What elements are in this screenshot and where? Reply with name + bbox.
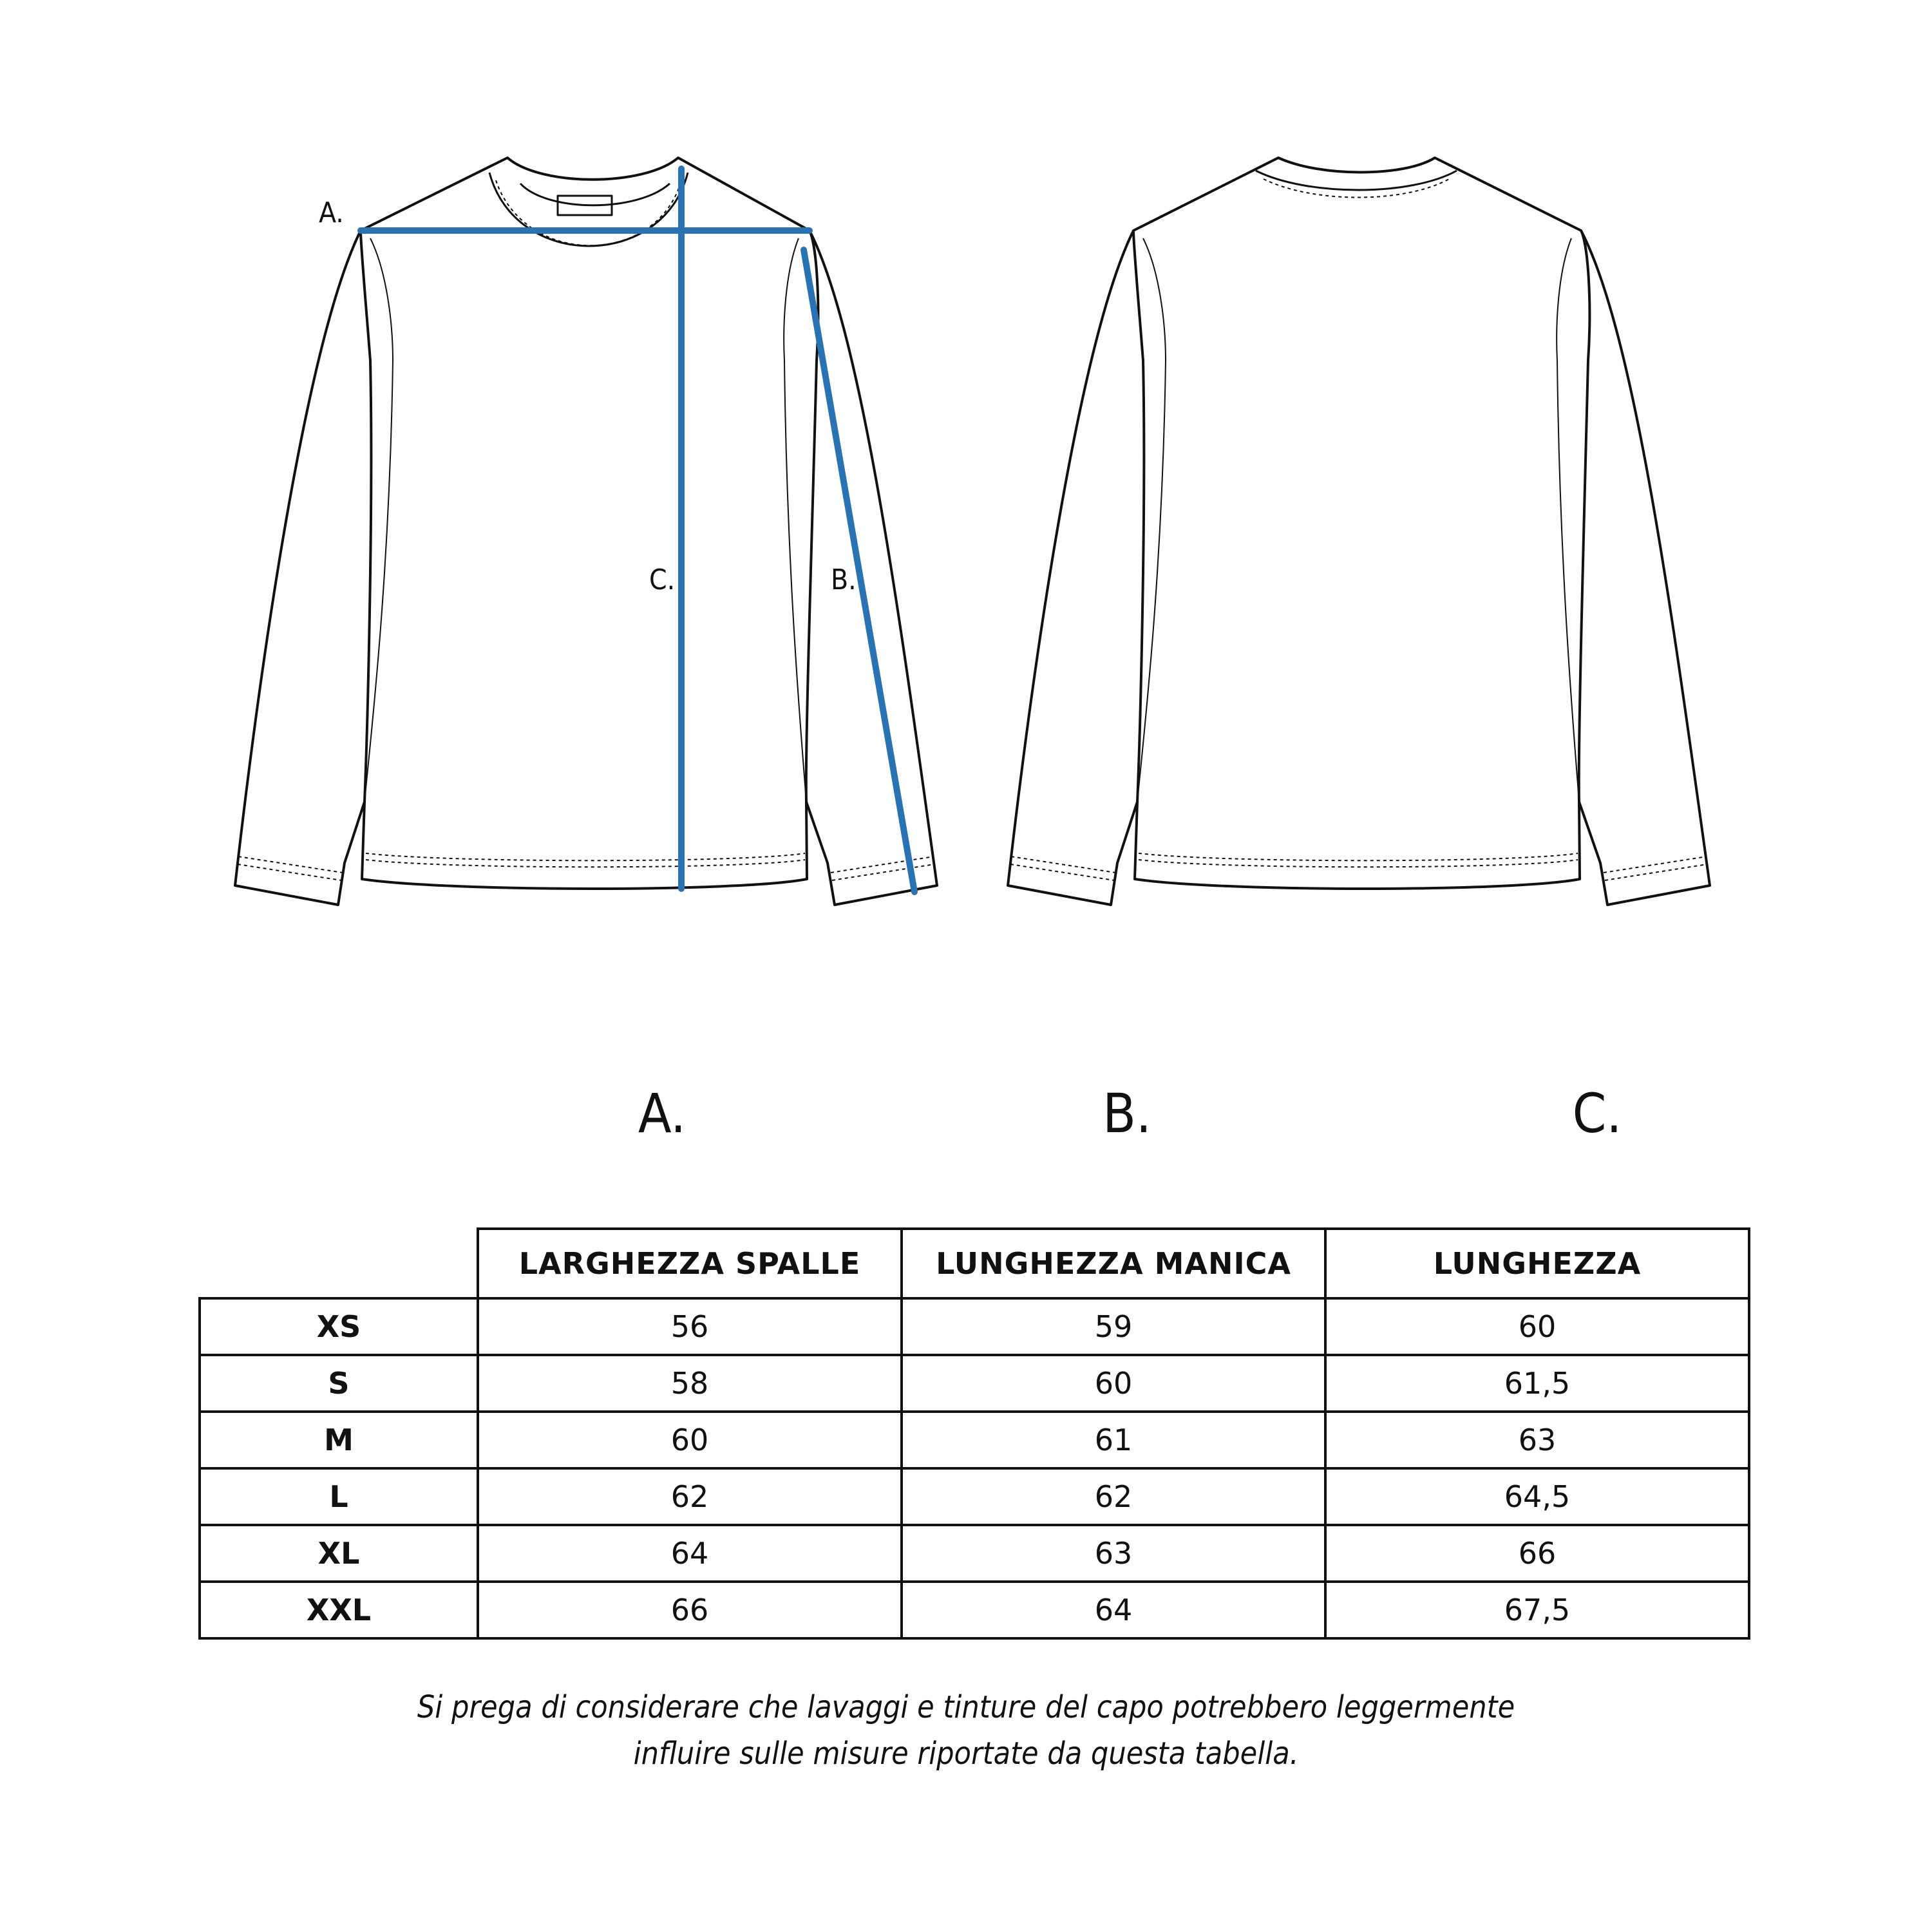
- front-left-sleeve: [235, 231, 365, 905]
- care-note-line-2: influire sulle misure riportate da questa tabella.: [633, 1736, 1299, 1772]
- table-row: [200, 1582, 1749, 1638]
- table-row: [200, 1355, 1749, 1412]
- front-left-armhole: [365, 238, 393, 802]
- value-cell: 64,5: [1325, 1468, 1749, 1525]
- size-cell: S: [200, 1355, 478, 1412]
- front-right-armhole: [784, 238, 806, 802]
- value-cell: 62: [902, 1468, 1325, 1525]
- table-row: [200, 1468, 1749, 1525]
- value-cell: 59: [902, 1298, 1325, 1355]
- value-cell: 56: [478, 1298, 902, 1355]
- front-right-cuff-stitch: [831, 857, 934, 880]
- back-collar-stitch: [1264, 179, 1449, 198]
- value-cell: 62: [478, 1468, 902, 1525]
- table-row: [200, 1412, 1749, 1468]
- table-row: [200, 1298, 1749, 1355]
- back-left-cuff-stitch: [1010, 857, 1115, 880]
- value-cell: 66: [478, 1582, 902, 1638]
- value-cell: 60: [478, 1412, 902, 1468]
- back-view: [1008, 158, 1710, 905]
- size-cell: M: [200, 1412, 478, 1468]
- size-table: [198, 1227, 1750, 1640]
- front-neck-stitch: [496, 180, 681, 245]
- label-b: B.: [831, 564, 857, 596]
- value-cell: 60: [902, 1355, 1325, 1412]
- front-body-outline: [361, 158, 818, 889]
- back-right-cuff-stitch: [1604, 857, 1707, 880]
- label-a: A.: [319, 196, 344, 229]
- care-note: [0, 1684, 1932, 1777]
- size-cell: XS: [200, 1298, 478, 1355]
- back-hem-stitch: [1139, 853, 1578, 867]
- size-cell: L: [200, 1468, 478, 1525]
- front-view: [235, 158, 937, 905]
- front-right-sleeve: [806, 231, 937, 905]
- measurement-lines: [361, 169, 914, 892]
- table-header-row: [200, 1229, 1749, 1298]
- front-neck-inner-back: [520, 184, 670, 205]
- front-hem-stitch: [366, 853, 805, 867]
- value-cell: 63: [902, 1525, 1325, 1582]
- back-collar-line: [1256, 171, 1457, 190]
- front-left-cuff-stitch: [238, 857, 343, 880]
- back-body-outline: [1133, 158, 1589, 889]
- column-letter-c: C.: [1572, 1082, 1622, 1145]
- back-left-armhole: [1137, 238, 1166, 802]
- table-row: [200, 1525, 1749, 1582]
- value-cell: 64: [478, 1525, 902, 1582]
- measure-b-line: [804, 250, 914, 892]
- header-lunghezza-manica: LUNGHEZZA MANICA: [902, 1229, 1325, 1298]
- value-cell: 66: [1325, 1525, 1749, 1582]
- back-right-armhole: [1557, 238, 1579, 802]
- care-note-line-1: Si prega di considerare che lavaggi e tinture del capo potrebbero leggermente: [417, 1689, 1515, 1725]
- label-c: C.: [649, 564, 676, 596]
- column-letter-b: B.: [1103, 1082, 1151, 1145]
- size-cell: XXL: [200, 1582, 478, 1638]
- back-right-sleeve: [1579, 231, 1710, 905]
- header-lunghezza: LUNGHEZZA: [1325, 1229, 1749, 1298]
- value-cell: 67,5: [1325, 1582, 1749, 1638]
- column-letter-a: A.: [638, 1082, 687, 1145]
- table-corner: [200, 1229, 478, 1298]
- value-cell: 61,5: [1325, 1355, 1749, 1412]
- size-cell: XL: [200, 1525, 478, 1582]
- value-cell: 58: [478, 1355, 902, 1412]
- value-cell: 63: [1325, 1412, 1749, 1468]
- value-cell: 61: [902, 1412, 1325, 1468]
- value-cell: 60: [1325, 1298, 1749, 1355]
- front-neck-inner: [489, 173, 688, 246]
- header-larghezza-spalle: LARGHEZZA SPALLE: [478, 1229, 902, 1298]
- value-cell: 64: [902, 1582, 1325, 1638]
- back-left-sleeve: [1008, 231, 1137, 905]
